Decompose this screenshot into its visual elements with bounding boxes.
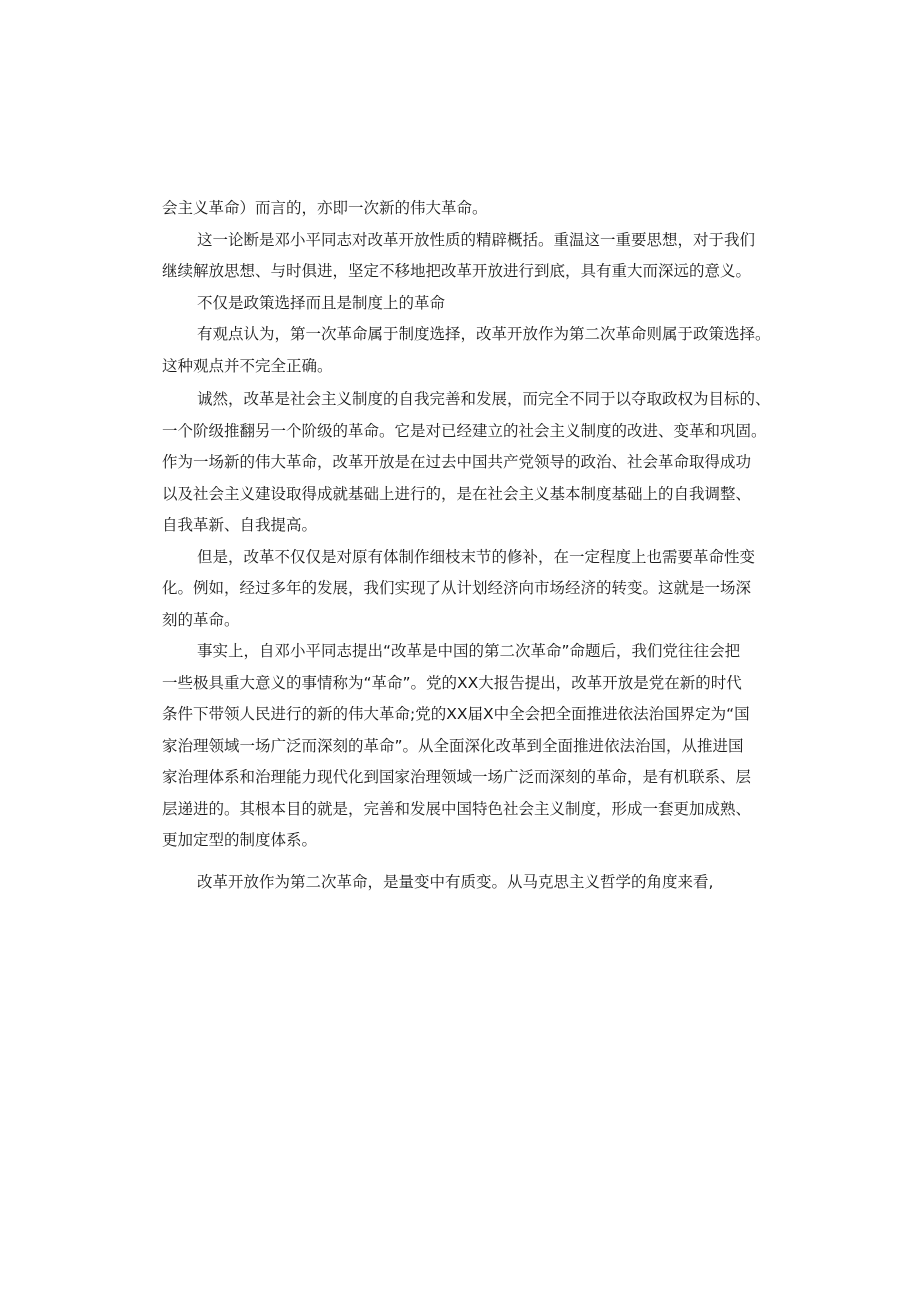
text-line: 作为一场新的伟大革命，改革开放是在过去中国共产党领导的政治、社会革命取得成功 xyxy=(162,453,752,471)
text-line: 事实上，自邓小平同志提出“改革是中国的第二次革命”命题后，我们党往往会把 xyxy=(197,642,741,660)
text-line: 条件下带领人民进行的新的伟大革命;党的XX届X中全会把全面推进依法治国界定为“国 xyxy=(162,705,750,723)
text-line: 继续解放思想、与时俱进，坚定不移地把改革开放进行到底，具有重大而深远的意义。 xyxy=(162,262,752,280)
text-line: 这种观点并不完全正确。 xyxy=(162,356,333,375)
text-line: 以及社会主义建设取得成就基础上进行的，是在社会主义基本制度基础上的自我调整、 xyxy=(162,484,752,503)
text-line: 一个阶级推翻另一个阶级的革命。它是对已经建立的社会主义制度的改进、变革和巩固。 xyxy=(162,421,767,440)
document-body xyxy=(162,193,771,898)
text-line: 化。例如，经过多年的发展，我们实现了从计划经济向市场经济的转变。这就是一场深 xyxy=(162,579,752,597)
text-line: 有观点认为，第一次革命属于制度选择，改革开放作为第二次革命则属于政策选择。 xyxy=(197,325,771,343)
text-line: 这一论断是邓小平同志对改革开放性质的精辟概括。重温这一重要思想，对于我们 xyxy=(197,230,756,249)
text-line: 家治理领域一场广泛而深刻的革命”。从全面深化改革到全面推进依法治国，从推进国 xyxy=(162,736,744,755)
text-line: 更加定型的制度体系。 xyxy=(162,831,318,849)
text-line: 自我革新、自我提高。 xyxy=(162,516,318,534)
text-line: 一些极具重大意义的事情称为“革命”。党的XX大报告提出，改革开放是党在新的时代 xyxy=(162,673,742,692)
text-line: 改革开放作为第二次革命，是量变中有质变。从马克思主义哲学的角度来看, xyxy=(197,872,714,891)
text-line: 诚然，改革是社会主义制度的自我完善和发展，而完全不同于以夺取政权为目标的、 xyxy=(197,390,771,408)
text-line: 层递进的。其根本目的就是，完善和发展中国特色社会主义制度，形成一套更加成熟、 xyxy=(162,799,752,818)
text-line: 会主义革命）而言的，亦即一次新的伟大革命。 xyxy=(162,199,488,217)
text-line: 但是，改革不仅仅是对原有体制作细枝末节的修补，在一定程度上也需要革命性变 xyxy=(197,547,756,566)
text-line: 刻的革命。 xyxy=(162,610,240,629)
section-heading: 不仅是政策选择而且是制度上的革命 xyxy=(197,293,446,312)
text-line: 家治理体系和治理能力现代化到国家治理领域一场广泛而深刻的革命，是有机联系、层 xyxy=(162,768,752,786)
